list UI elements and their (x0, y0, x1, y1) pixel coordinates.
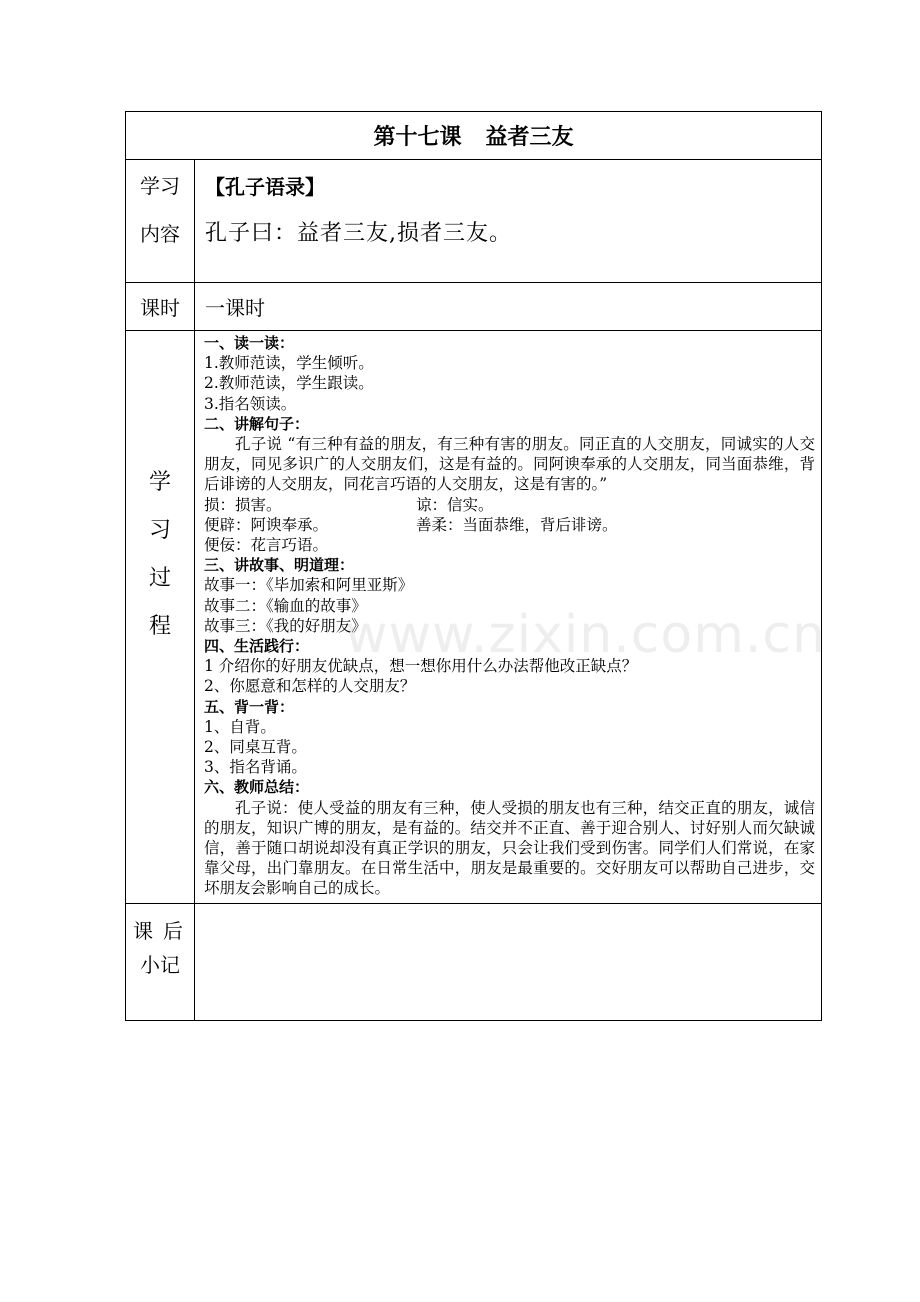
list-item: 2、你愿意和怎样的人交朋友？ (204, 677, 416, 696)
title-row (126, 112, 822, 160)
section-heading: 二、讲解句子： (204, 414, 310, 433)
after-class-row (126, 903, 822, 1020)
class-hour-value: 一课时 (195, 283, 822, 331)
quotes-heading: 【孔子语录】 (205, 175, 325, 199)
gloss: 谅：信实。 (416, 495, 494, 514)
explanation-paragraph: 孔子说 “有三种有益的朋友，有三种有害的朋友。同正直的人交朋友，同诚实的人交朋友，同见多识广的人交朋友们，这是有益的。同阿谀奉承的人交朋友，同当面恭维，背后诽谤的人交朋友，同花言巧语的人交朋友，这是有害的。” (204, 435, 815, 494)
gloss: 善柔：当面恭维，背后诽谤。 (416, 515, 618, 534)
class-hour-label: 课时 (126, 283, 195, 331)
confucius-quote: 孔子曰：益者三友,损者三友。 (205, 221, 512, 246)
lesson-number: 第十七课 (373, 125, 462, 150)
section-heading: 六、教师总结： (204, 778, 310, 797)
section-heading: 五、背一背： (204, 697, 295, 716)
section-heading: 三、讲故事、明道理： (204, 556, 355, 575)
list-item: 1、自背。 (204, 717, 276, 736)
after-class-notes (195, 903, 822, 1020)
process-label: 学 习 过 程 (126, 331, 195, 904)
list-item: 3、指名背诵。 (204, 758, 307, 777)
process-content (195, 331, 822, 904)
list-item: 2、同桌互背。 (204, 738, 307, 757)
process-row (126, 331, 822, 904)
list-item: 2.教师范读，学生跟读。 (204, 374, 374, 393)
gloss-line (204, 495, 815, 515)
list-item: 故事一：《毕加索和阿里亚斯》 (204, 576, 414, 595)
summary-paragraph: 孔子说：使人受益的朋友有三种，使人受损的朋友也有三种，结交正直的朋友，诚信的朋友，知识广博的朋友，是有益的。结交并不正直、善于迎合别人、讨好别人而欠缺诚信，善于随口胡说却没有真正学识的朋友，只会让我们受到伤害。同学们人们常说，在家靠父母，出门靠朋友。在日常生活中，朋友是最重要的。交好朋友可以帮助自己进步，交坏朋友会影响自己的成长。 (204, 798, 815, 898)
list-item: 故事二：《输血的故事》 (204, 596, 367, 615)
lesson-name: 益者三友 (485, 125, 574, 150)
gloss: 便佞：花言巧语。 (204, 536, 329, 555)
watermark-text: www.zixin.com.cn (345, 605, 826, 665)
study-content-label: 学习 内容 (126, 160, 195, 283)
section-heading: 一、读一读： (204, 334, 295, 352)
after-class-label: 课后 小记 (126, 903, 195, 1020)
list-item: 1.教师范读，学生倾听。 (204, 354, 374, 373)
section-heading: 四、生活践行： (204, 637, 310, 656)
class-hour-row (126, 283, 822, 331)
gloss: 便辟：阿谀奉承。 (204, 515, 329, 534)
list-item: 3.指名领读。 (204, 394, 297, 413)
gloss: 损：损害。 (204, 495, 282, 514)
list-item: 1 介绍你的好朋友优缺点，想一想你用什么办法帮他改正缺点？ (204, 657, 638, 676)
study-content-row (126, 160, 822, 283)
list-item: 故事三：《我的好朋友》 (204, 616, 367, 635)
gloss-line (204, 515, 815, 535)
lesson-plan-table (125, 111, 822, 1021)
study-content-cell (195, 160, 822, 283)
lesson-title (126, 112, 822, 160)
